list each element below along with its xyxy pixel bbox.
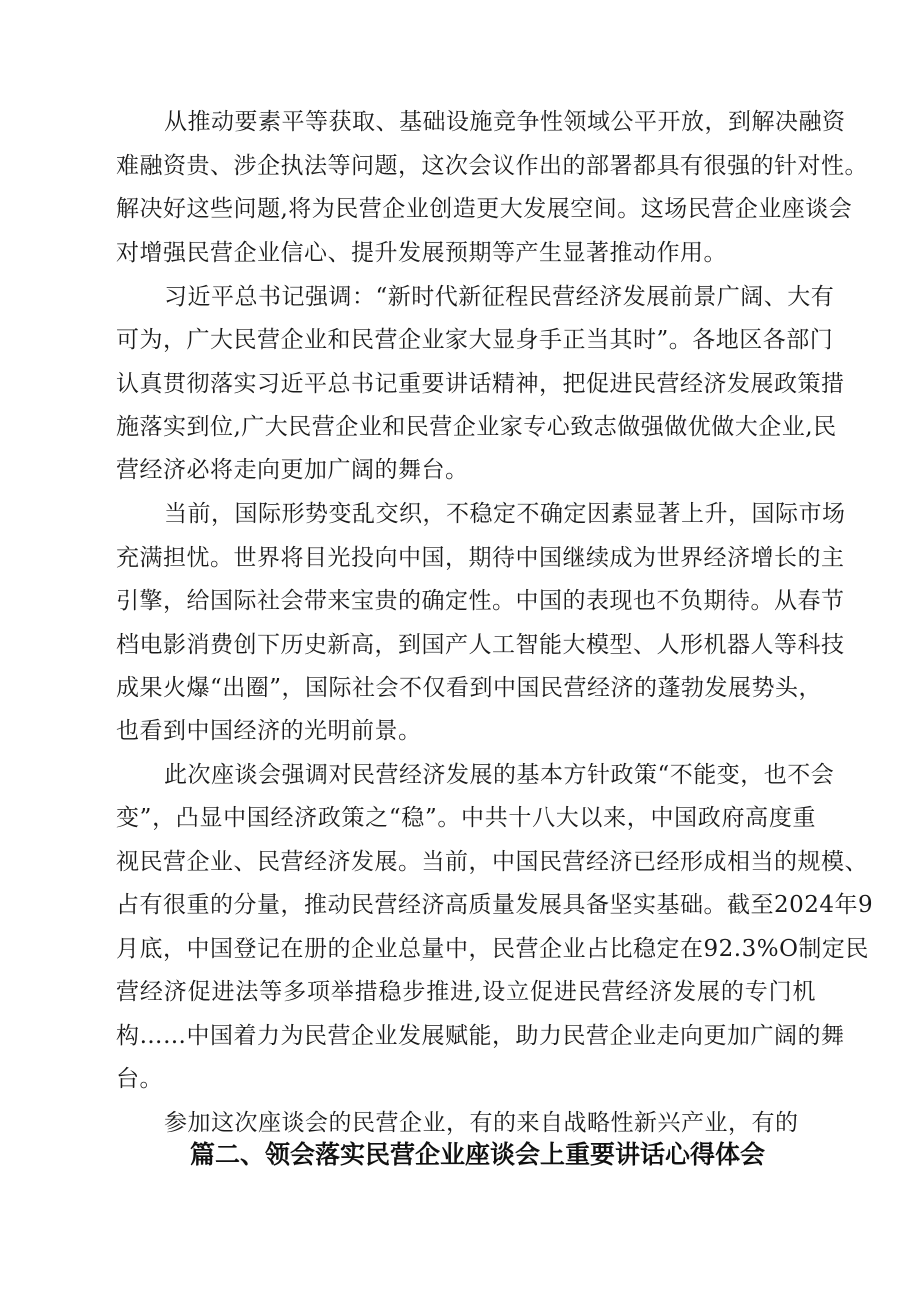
paragraph-4-line-8: 台。 (116, 1066, 163, 1092)
paragraph-1-line-4: 对增强民营企业信心、提升发展预期等产生显著推动作用。 (116, 240, 727, 266)
paragraph-2-line-4: 施落实到位,广大民营企业和民营企业家专心致志做强做优做大企业,民 (116, 414, 837, 440)
paragraph-4-line-5: 月底，中国登记在册的企业总量中，民营企业占比稳定在92.3%O制定民 (116, 936, 869, 962)
paragraph-2-line-2: 可为，广大民营企业和民营企业家大显身手正当其时”。各地区各部门 (116, 327, 834, 353)
paragraph-3-line-1: 当前，国际形势变乱交织，不稳定不确定因素显著上升，国际市场 (164, 501, 846, 527)
paragraph-5-line-1: 参加这次座谈会的民营企业，有的来自战略性新兴产业，有的 (164, 1110, 799, 1136)
paragraph-1-line-3: 解决好这些问题,将为民营企业创造更大发展空间。这场民营企业座谈会 (116, 196, 853, 222)
paragraph-3-line-2: 充满担忧。世界将目光投向中国，期待中国继续成为世界经济增长的主 (116, 545, 845, 571)
paragraph-4-line-4: 占有很重的分量，推动民营经济高质量发展具备坚实基础。截至2024年9 (116, 892, 874, 918)
paragraph-1-line-2: 难融资贵、涉企执法等问题，这次会议作出的部署都具有很强的针对性。 (116, 153, 868, 179)
paragraph-4-line-3: 视民营企业、民营经济发展。当前，中国民营经济已经形成相当的规模、 (116, 849, 868, 875)
paragraph-4-line-1: 此次座谈会强调对民营经济发展的基本方针政策“不能变，也不会 (164, 762, 835, 788)
paragraph-4-line-6: 营经济促进法等多项举措稳步推进,设立促进民营经济发展的专门机 (116, 979, 816, 1005)
paragraph-1-line-1: 从推动要素平等获取、基础设施竞争性领域公平开放，到解决融资 (164, 109, 846, 135)
paragraph-2-line-5: 营经济必将走向更加广阔的舞台。 (116, 457, 469, 483)
paragraph-4-line-7: 构……中国着力为民营企业发展赋能，助力民营企业走向更加广阔的舞 (116, 1023, 845, 1049)
paragraph-3-line-6: 也看到中国经济的光明前景。 (116, 718, 422, 744)
paragraph-3-line-3: 引擎，给国际社会带来宝贵的确定性。中国的表现也不负期待。从春节 (116, 588, 845, 614)
paragraph-2-line-1: 习近平总书记强调：“新时代新征程民营经济发展前景广阔、大有 (164, 284, 835, 310)
paragraph-2-line-3: 认真贯彻落实习近平总书记重要讲话精神，把促进民营经济发展政策措 (116, 371, 845, 397)
paragraph-3-line-5: 成果火爆“出圈”，国际社会不仅看到中国民营经济的蓬勃发展势头， (116, 675, 823, 701)
section-heading: 篇二、领会落实民营企业座谈会上重要讲话心得体会 (190, 1140, 766, 1169)
paragraph-4-line-2: 变”，凸显中国经济政策之“稳”。中共十八大以来，中国政府高度重 (116, 805, 816, 831)
paragraph-3-line-4: 档电影消费创下历史新高，到国产人工智能大模型、人形机器人等科技 (116, 632, 845, 658)
